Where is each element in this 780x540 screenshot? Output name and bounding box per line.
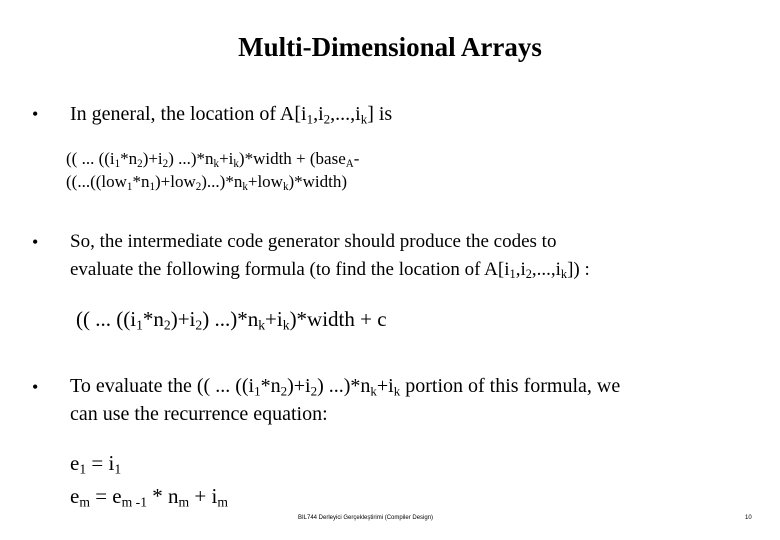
page-number: 10	[745, 515, 752, 521]
bullet-recurrence-line1: To evaluate the (( ... $((i_1*n_2)+i_2)$ $...)*n_k+i_k$ portion of this formula, we	[70, 375, 621, 399]
formula-offset-plus-c: (( ... $((i_1*n_2)+i_2)$ $...)*n_k+i_k)*width + c$	[76, 307, 387, 333]
bullet-marker: •	[32, 377, 39, 397]
formula-location-line1: (( ... $((i_1*n_2)+i_2)$ $...)*n_k+i_k)*width$ + (base$_A$-	[66, 149, 360, 170]
bullet-general-location: In general, the location of $A[i_1,i_2,...,i_k]$ is	[70, 103, 393, 127]
footer-course-name: BIL744 Derleyici Gerçekleştirimi (Compiler Design)	[298, 515, 434, 521]
bullet-marker: •	[32, 232, 39, 252]
formula-location-line2: $((...((low_1*n_1)+low_2)...)*n_k+low_k)*width$)	[66, 172, 348, 193]
bullet-recurrence-line2: can use the recurrence equation:	[70, 403, 328, 425]
bullet-marker: •	[32, 104, 39, 124]
bullet-intermediate-code-line2: evaluate the following formula (to find the location of $A[i_1,i_2,...,i_k]$) :	[70, 259, 590, 282]
bullet-intermediate-code-line1: So, the intermediate code generator should produce the codes to	[70, 231, 557, 252]
recurrence-step: $e_m = e_{m -1} * n_m + i_m$	[70, 484, 228, 510]
recurrence-base-case: $e_1 = i_1$	[70, 451, 122, 477]
slide-title: Multi-Dimensional Arrays	[238, 32, 542, 62]
